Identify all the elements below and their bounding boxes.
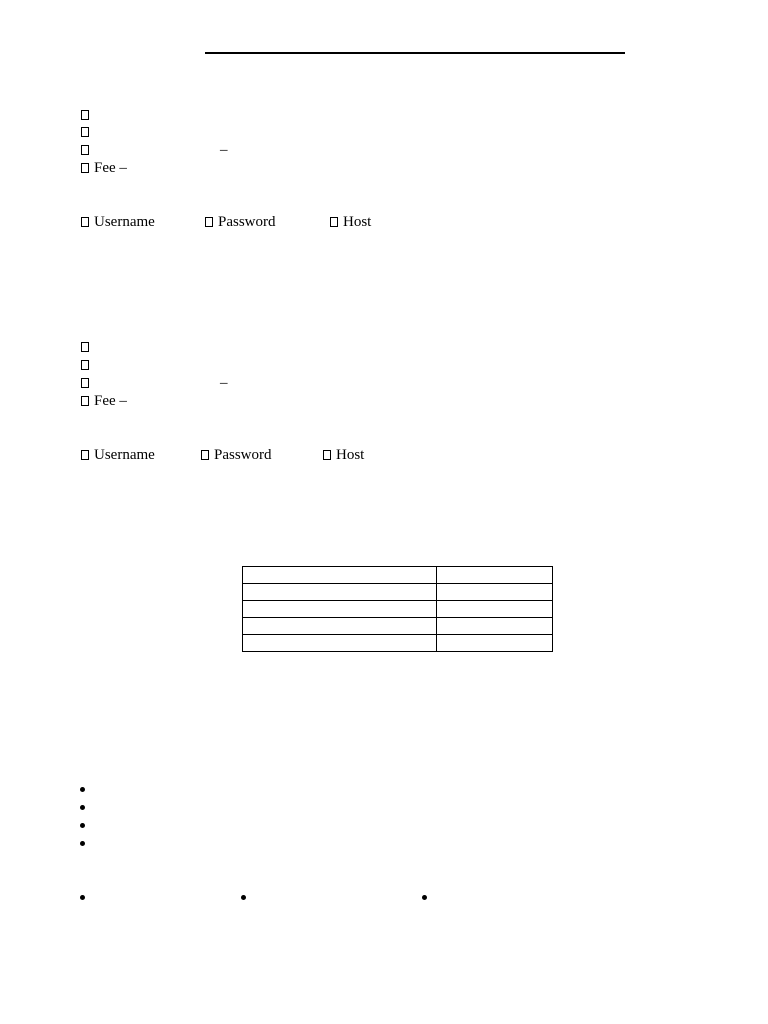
option-4 [81,393,127,410]
checkbox-icon[interactable] [81,145,89,155]
bullet-icon [80,895,85,900]
checkbox-icon[interactable] [81,360,89,370]
option-3 [81,142,94,159]
header-rule [205,52,625,54]
checkbox-icon[interactable] [81,450,89,460]
password-label: Password [218,214,276,230]
checkbox-icon[interactable] [330,217,338,227]
host-label: Host [343,214,372,230]
checkbox-icon[interactable] [81,127,89,137]
table-cell [437,618,553,635]
bullet-icon [80,841,85,846]
password-field [201,447,272,464]
password-field [205,214,276,231]
option-2 [81,124,94,141]
option-3-dash: – [220,142,228,158]
checkbox-icon[interactable] [205,217,213,227]
bullet-icon [80,823,85,828]
data-table [242,566,553,652]
host-field [323,447,364,464]
option-3-dash: – [220,375,228,391]
option-label: Fee – [94,160,127,176]
host-field [330,214,371,231]
checkbox-icon[interactable] [81,378,89,388]
table-cell [243,635,437,652]
option-2 [81,357,94,374]
username-field [81,447,155,464]
username-label: Username [94,447,155,463]
table-cell [243,618,437,635]
bullet-icon [422,895,427,900]
table-cell [437,635,553,652]
table-row [243,584,553,601]
table-row [243,635,553,652]
option-4 [81,160,127,177]
host-label: Host [336,447,365,463]
table-cell [437,584,553,601]
checkbox-icon[interactable] [201,450,209,460]
option-1 [81,339,94,356]
table-row [243,618,553,635]
checkbox-icon[interactable] [81,217,89,227]
checkbox-icon[interactable] [81,342,89,352]
bullet-icon [80,805,85,810]
table-cell [243,567,437,584]
option-1 [81,107,94,124]
bullet-icon [241,895,246,900]
checkbox-icon[interactable] [81,163,89,173]
option-label: Fee – [94,393,127,409]
table-row [243,567,553,584]
option-3 [81,375,94,392]
password-label: Password [214,447,272,463]
username-label: Username [94,214,155,230]
table-cell [243,601,437,618]
checkbox-icon[interactable] [81,110,89,120]
bullet-icon [80,787,85,792]
username-field [81,214,155,231]
table-cell [437,567,553,584]
table-cell [243,584,437,601]
table-row [243,601,553,618]
table-cell [437,601,553,618]
checkbox-icon[interactable] [323,450,331,460]
checkbox-icon[interactable] [81,396,89,406]
